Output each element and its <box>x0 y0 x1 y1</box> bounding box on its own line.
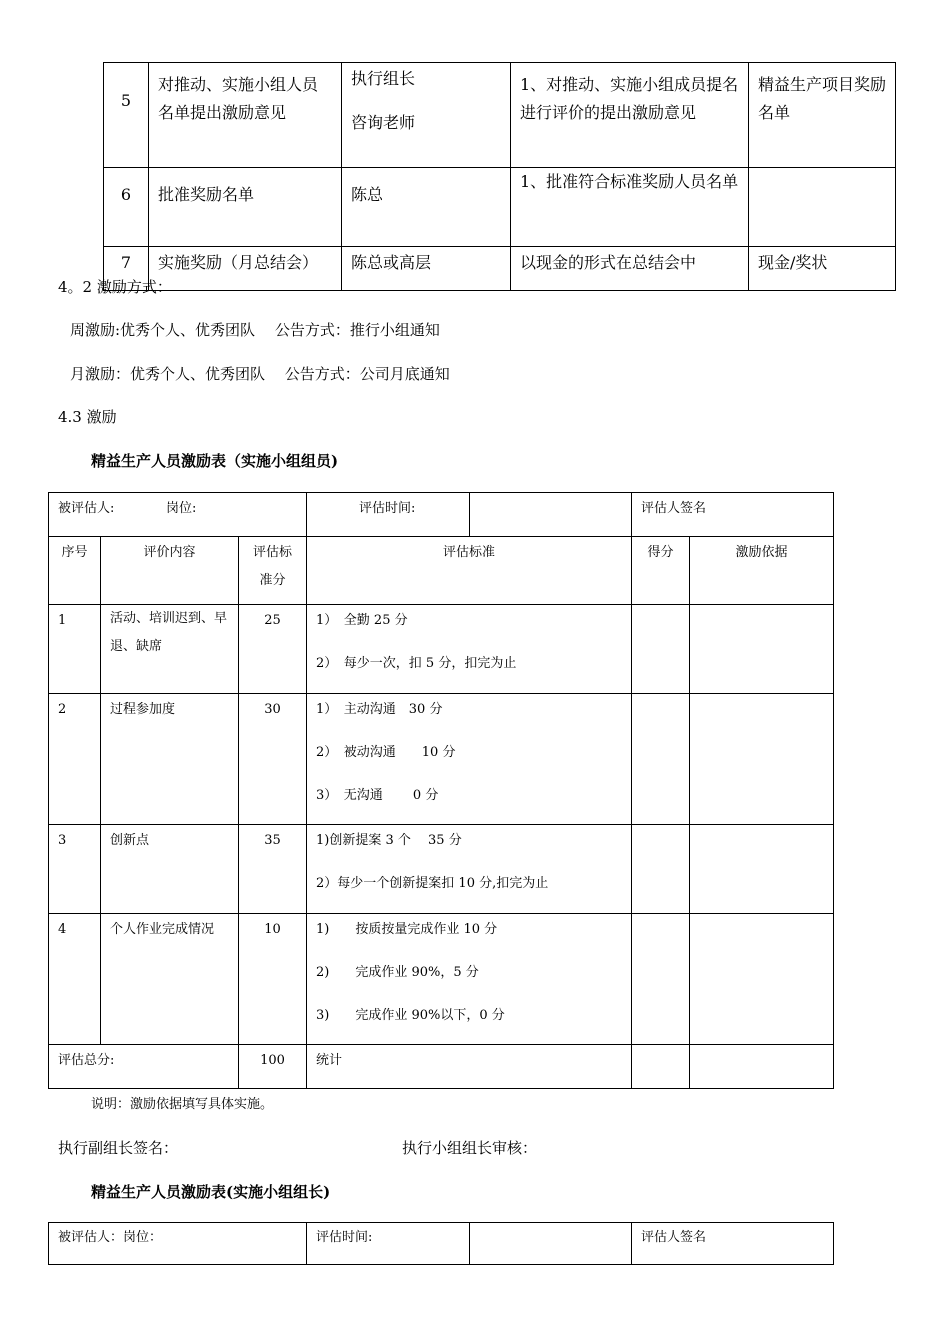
eval-time-value[interactable] <box>470 493 632 537</box>
item-basis[interactable] <box>690 825 834 914</box>
item-criteria <box>307 914 632 1045</box>
item-score[interactable] <box>632 605 690 694</box>
eval-time-value[interactable] <box>470 1223 632 1265</box>
criteria-line: 1) 按质按量完成作业 10 分 <box>316 922 498 937</box>
col-header-content: 评价内容 <box>101 537 239 605</box>
content-cell: 以现金的形式在总结会中 <box>511 247 749 291</box>
table-row <box>49 1045 834 1089</box>
criteria-line: 1)创新提案 3 个 35 分 <box>316 833 462 848</box>
task-cell: 批准奖励名单 <box>149 168 342 247</box>
item-criteria <box>307 825 632 914</box>
item-content: 过程参加度 <box>101 694 239 825</box>
owner-cell <box>342 168 511 247</box>
criteria-line: 3) 完成作业 90%以下，0 分 <box>316 1008 505 1023</box>
owner-name: 陈总或高层 <box>351 253 432 272</box>
section-heading: 4。2 激励方式： <box>58 278 172 296</box>
item-basis[interactable] <box>690 694 834 825</box>
item-score[interactable] <box>632 694 690 825</box>
item-content: 创新点 <box>101 825 239 914</box>
criteria-line: 2) 完成作业 90%，5 分 <box>316 965 479 980</box>
owner-cell <box>342 247 511 291</box>
total-basis[interactable] <box>690 1045 834 1089</box>
item-content: 个人作业完成情况 <box>101 914 239 1045</box>
evaluation-table-2 <box>48 1222 834 1265</box>
item-score[interactable] <box>632 825 690 914</box>
item-criteria <box>307 605 632 694</box>
total-label: 评估总分: <box>49 1045 239 1089</box>
position-label: 岗位： <box>123 1230 163 1245</box>
owner-name: 执行组长 <box>351 69 416 88</box>
total-stat: 统计 <box>307 1045 632 1089</box>
item-no: 3 <box>49 825 101 914</box>
signature-label: 评估人签名 <box>632 1223 834 1265</box>
leader-review-label: 执行小组组长审核： <box>402 1139 538 1157</box>
task-cell: 对推动、实施小组人员名单提出激励意见 <box>149 63 342 168</box>
item-no: 4 <box>49 914 101 1045</box>
output-cell <box>749 168 896 247</box>
criteria-line: 2） 每少一次，扣 5 分，扣完为止 <box>316 656 517 671</box>
table-row <box>49 914 834 1045</box>
eval-time-label: 评估时间: <box>307 493 470 537</box>
item-score[interactable] <box>632 914 690 1045</box>
task-cell: 实施奖励（月总结会） <box>149 247 342 291</box>
deputy-signature-label: 执行副组长签名： <box>58 1139 179 1157</box>
section-heading: 4.3 激励 <box>58 408 117 426</box>
eval-time-label: 评估时间: <box>307 1223 470 1265</box>
evaluatee-label: 被评估人: <box>58 501 115 516</box>
table-row <box>49 825 834 914</box>
item-std-score: 30 <box>239 694 307 825</box>
form-title: 精益生产人员激励表（实施小组组员) <box>91 452 339 470</box>
form-title: 精益生产人员激励表(实施小组组长) <box>91 1183 331 1201</box>
form-note: 说明：激励依据填写具体实施。 <box>91 1097 274 1112</box>
weekly-incentive: 周激励:优秀个人、优秀团队 公告方式：推行小组通知 <box>70 321 440 339</box>
table-row <box>49 1223 834 1265</box>
item-no: 2 <box>49 694 101 825</box>
item-std-score: 35 <box>239 825 307 914</box>
owner-name: 咨询老师 <box>351 113 416 132</box>
col-header-no: 序号 <box>49 537 101 605</box>
monthly-incentive: 月激励：优秀个人、优秀团队 公告方式：公司月底通知 <box>70 365 450 383</box>
output-cell: 精益生产项目奖励名单 <box>749 63 896 168</box>
criteria-line: 1） 全勤 25 分 <box>316 613 408 628</box>
item-basis[interactable] <box>690 605 834 694</box>
item-no: 1 <box>49 605 101 694</box>
item-content: 活动、培训迟到、早退、缺席 <box>101 605 239 694</box>
evaluatee-cell <box>49 1223 307 1265</box>
total-score[interactable] <box>632 1045 690 1089</box>
owner-name: 陈总 <box>351 185 384 204</box>
evaluatee-cell <box>49 493 307 537</box>
table-row <box>104 63 896 168</box>
total-value: 100 <box>239 1045 307 1089</box>
evaluation-table <box>48 492 834 1089</box>
item-basis[interactable] <box>690 914 834 1045</box>
item-std-score: 25 <box>239 605 307 694</box>
signature-label: 评估人签名 <box>632 493 834 537</box>
output-cell: 现金/奖状 <box>749 247 896 291</box>
item-criteria <box>307 694 632 825</box>
row-number: 7 <box>104 247 149 291</box>
criteria-line: 2） 被动沟通 10 分 <box>316 745 456 760</box>
content-cell: 1、对推动、实施小组成员提名进行评价的提出激励意见 <box>511 63 749 168</box>
col-header-std-score: 评估标准分 <box>239 537 307 605</box>
item-std-score: 10 <box>239 914 307 1045</box>
table-row <box>49 493 834 537</box>
criteria-line: 1） 主动沟通 30 分 <box>316 702 443 717</box>
col-header-criteria: 评估标准 <box>307 537 632 605</box>
table-row <box>49 537 834 605</box>
criteria-line: 3） 无沟通 0 分 <box>316 788 439 803</box>
table-row <box>104 168 896 247</box>
evaluatee-label: 被评估人： <box>58 1230 124 1245</box>
col-header-score: 得分 <box>632 537 690 605</box>
owner-cell <box>342 63 511 168</box>
content-cell: 1、批准符合标准奖励人员名单 <box>511 168 749 247</box>
table-row <box>49 605 834 694</box>
position-label: 岗位: <box>166 501 197 516</box>
criteria-line: 2）每少一个创新提案扣 10 分,扣完为止 <box>316 876 549 891</box>
table-row <box>49 694 834 825</box>
table-row <box>104 247 896 291</box>
row-number: 6 <box>104 168 149 247</box>
process-table <box>103 62 896 291</box>
row-number: 5 <box>104 63 149 168</box>
col-header-basis: 激励依据 <box>690 537 834 605</box>
